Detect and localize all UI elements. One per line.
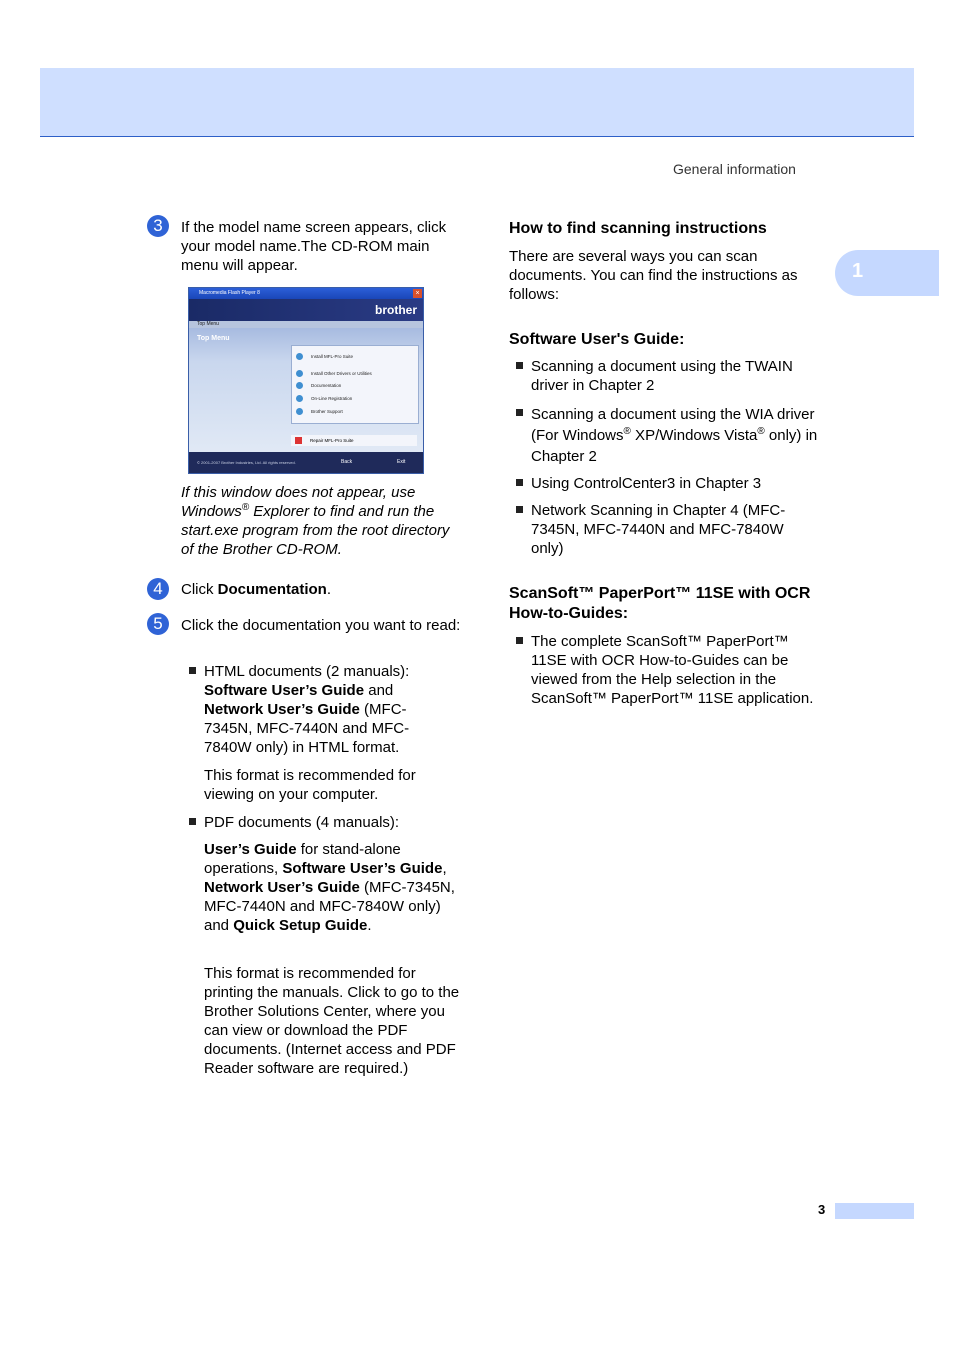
screenshot-menu-item-label: On-Line Registration <box>311 396 353 401</box>
screenshot-menu-item <box>296 352 353 361</box>
pdf-detail-b2: Software User’s Guide <box>282 860 443 877</box>
section-heading-paperport: ScanSoft™ PaperPort™ 11SE with OCR How-to-Guides: <box>509 585 811 622</box>
step-4-text <box>181 580 466 599</box>
pdf-bullet-text: PDF documents (4 manuals): <box>204 814 400 831</box>
note-part1: If this window does not appear, use Windows <box>181 484 416 520</box>
pdf-detail-b3: Network User’s Guide <box>204 879 360 896</box>
screenshot-titlebar <box>189 288 423 299</box>
note-text <box>181 483 466 559</box>
chapter-tab <box>835 250 939 296</box>
note-part2: Explorer to find and run the start.exe program from the root directory of the Brother CD-ROM. <box>181 503 450 558</box>
scan-bullet-wia <box>531 404 829 467</box>
screenshot-repair-label: Repair MFL-Pro Suite <box>310 438 354 443</box>
close-icon: × <box>413 289 422 298</box>
screenshot-menu-item <box>296 369 372 378</box>
brother-logo: brother <box>375 303 417 317</box>
pdf-detail-text <box>204 840 466 935</box>
documentation-icon <box>296 382 303 389</box>
bullet-icon <box>189 818 196 825</box>
screenshot-menu-item-label: Install Other Drivers or Utilities <box>311 371 372 376</box>
install-icon <box>296 353 303 360</box>
drivers-icon <box>296 370 303 377</box>
pdf-detail-t1: for stand-alone operations, <box>204 841 401 877</box>
scan-bullet-wia-c: only) in Chapter 2 <box>531 427 818 465</box>
step-4-bold: Documentation <box>217 581 327 598</box>
screenshot-menu-item <box>296 407 343 416</box>
html-bullet-b1: Software User’s Guide <box>204 682 365 699</box>
html-bullet-text <box>204 662 444 757</box>
pdf-detail-t2: , <box>442 860 447 877</box>
bullet-icon <box>516 637 523 644</box>
bullet-icon <box>189 667 196 674</box>
screenshot-menubar <box>189 321 423 328</box>
registered-mark: ® <box>623 426 631 437</box>
screenshot-menu-item <box>296 394 352 403</box>
scan-bullet-controlcenter: Using ControlCenter3 in Chapter 3 <box>531 475 762 492</box>
screenshot-menubar-label: Top Menu <box>197 321 219 327</box>
registered-mark: ® <box>241 502 250 513</box>
html-bullet-b2: Network User’s Guide <box>204 701 360 718</box>
screenshot-brand-bar <box>189 299 423 321</box>
step-5-badge: 5 <box>147 613 169 635</box>
screenshot-menu-item-label: Brother Support <box>311 409 343 414</box>
repair-icon <box>295 437 302 444</box>
scan-bullet-wia-a: Scanning a document using the WIA driver (For Windows <box>531 406 815 444</box>
html-note: This format is recommended for viewing on your computer. <box>204 767 416 803</box>
screenshot-window-title: Macromedia Flash Player 8 <box>199 290 260 296</box>
pdf-note: This format is recommended for printing the manuals. Click to go to the Brother Solutions Center, where you can view or download the PDF documents. (Internet access and PDF Reader software are required.) <box>204 965 460 1077</box>
screenshot-menu-item-label: Install MFL-Pro Suite <box>311 354 354 359</box>
pdf-detail-b4: Quick Setup Guide <box>233 917 368 934</box>
scan-bullet-twain: Scanning a document using the TWAIN driver in Chapter 2 <box>531 358 793 394</box>
step-4-badge: 4 <box>147 578 169 600</box>
screenshot-exit: Exit <box>397 459 406 465</box>
page-number: 3 <box>818 1202 826 1217</box>
bullet-icon <box>516 506 523 513</box>
chapter-number: 1 <box>852 260 864 282</box>
scanning-intro: There are several ways you can scan documents. You can find the instructions as follows: <box>509 248 798 303</box>
html-bullet-t1: HTML documents (2 manuals): <box>204 663 410 680</box>
step-4-suffix: . <box>326 581 332 598</box>
bullet-icon <box>516 409 523 416</box>
step-3-badge: 3 <box>147 215 169 237</box>
pdf-detail-t4: . <box>367 917 372 934</box>
registration-icon <box>296 395 303 402</box>
running-head: General information <box>673 161 796 177</box>
bullet-icon <box>516 362 523 369</box>
footer-band <box>835 1203 914 1219</box>
html-bullet-t2: and <box>364 682 394 699</box>
pdf-detail-b1: User’s Guide <box>204 841 297 858</box>
screenshot-copyright: © 2001-2007 Brother Industries, Ltd. All rights reserved. <box>197 460 296 465</box>
scan-bullet-wia-b: XP/Windows Vista <box>630 427 758 444</box>
screenshot-back: Back <box>341 459 353 465</box>
screenshot-menu-item <box>296 381 341 390</box>
screenshot-menu-panel <box>291 345 419 424</box>
pdf-detail-t3: (MFC-7345N, MFC-7440N and MFC-7840W only) and <box>204 879 455 934</box>
cd-rom-menu-screenshot <box>188 287 424 474</box>
header-band <box>40 68 914 137</box>
screenshot-heading: Top Menu <box>197 335 230 342</box>
step-4-prefix: Click <box>181 581 218 598</box>
bullet-icon <box>516 479 523 486</box>
screenshot-menu-item-label: Documentation <box>311 383 342 388</box>
screenshot-repair-item <box>291 435 417 446</box>
registered-mark: ® <box>757 426 765 437</box>
paperport-bullet: The complete ScanSoft™ PaperPort™ 11SE with OCR How-to-Guides can be viewed from the Help selection in the ScanSoft™ PaperPort™ 11SE application. <box>531 633 814 707</box>
screenshot-footer <box>189 452 423 473</box>
section-heading-scanning: How to find scanning instructions <box>509 220 767 237</box>
step-5-text: Click the documentation you want to read: <box>181 617 461 634</box>
section-heading-software-guide: Software User's Guide: <box>509 331 685 348</box>
step-3-text: If the model name screen appears, click your model name.The CD-ROM main menu will appear. <box>181 219 447 274</box>
scan-bullet-network: Network Scanning in Chapter 4 (MFC-7345N, MFC-7440N and MFC-7840W only) <box>531 502 786 557</box>
html-bullet-t3: (MFC-7345N, MFC-7440N and MFC-7840W only) in HTML format. <box>204 701 410 756</box>
support-icon <box>296 408 303 415</box>
